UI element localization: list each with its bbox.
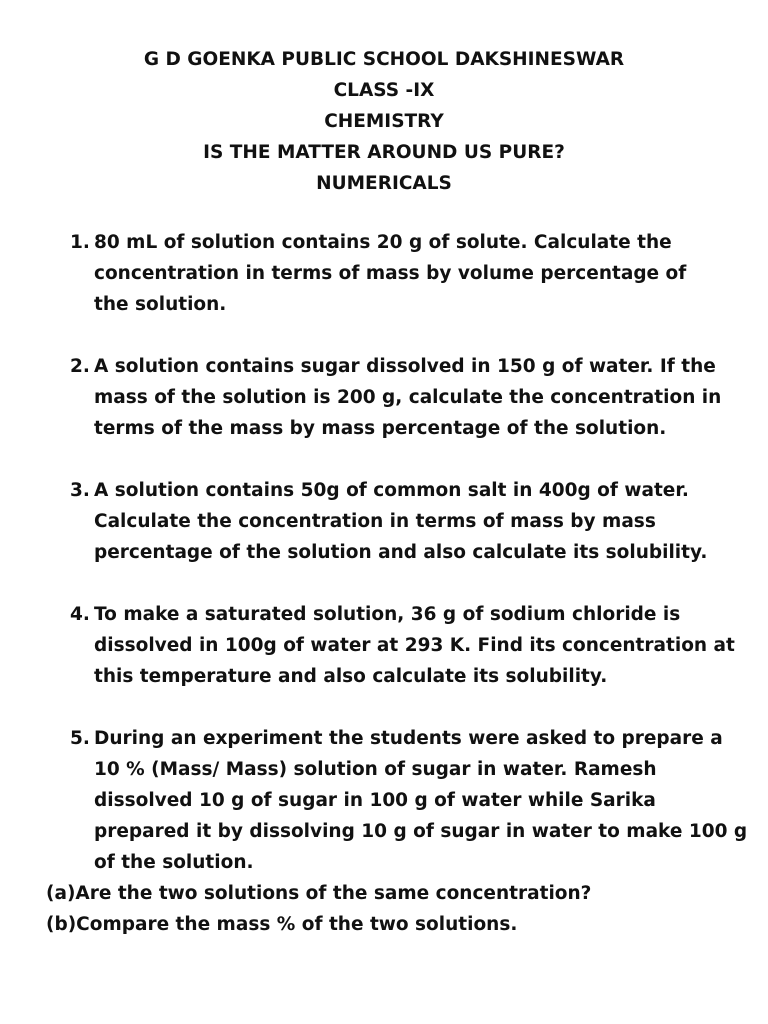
section-title: NUMERICALS xyxy=(316,173,452,194)
question-text-line: A solution contains sugar dissolved in 150 g of water. If the xyxy=(94,356,716,377)
question-text-line: terms of the mass by mass percentage of the solution. xyxy=(94,418,667,439)
question-text-line: this temperature and also calculate its solubility. xyxy=(94,666,608,687)
worksheet-header xyxy=(0,44,768,199)
question-text-line: of the solution. xyxy=(94,852,254,873)
question-number: 2. xyxy=(70,356,90,377)
spacer xyxy=(0,320,768,351)
question-text-line: A solution contains 50g of common salt in 400g of water. xyxy=(94,480,689,501)
spacer xyxy=(0,444,768,475)
question-text-line: Calculate the concentration in terms of mass by mass xyxy=(94,511,656,532)
question-text-line: concentration in terms of mass by volume percentage of xyxy=(94,263,687,284)
question-text-line: the solution. xyxy=(94,294,227,315)
spacer xyxy=(0,692,768,723)
question-number: 3. xyxy=(70,480,90,501)
question-text-line: 80 mL of solution contains 20 g of solute. Calculate the xyxy=(94,232,672,253)
question-text-line: percentage of the solution and also calculate its solubility. xyxy=(94,542,708,563)
question-text-line: dissolved 10 g of sugar in 100 g of water while Sarika xyxy=(94,790,656,811)
question-text-line: prepared it by dissolving 10 g of sugar in water to make 100 g xyxy=(94,821,748,842)
question-3 xyxy=(0,475,768,568)
question-text-line: 10 % (Mass/ Mass) solution of sugar in water. Ramesh xyxy=(94,759,657,780)
question-5 xyxy=(0,723,768,878)
chapter-title: IS THE MATTER AROUND US PURE? xyxy=(203,142,565,163)
question-2 xyxy=(0,351,768,444)
subject-label: CHEMISTRY xyxy=(324,111,444,132)
question-text-line: During an experiment the students were asked to prepare a xyxy=(94,728,723,749)
question-1 xyxy=(0,227,768,320)
question-number: 5. xyxy=(70,728,90,749)
question-number: 1. xyxy=(70,232,90,253)
class-label: CLASS -IX xyxy=(333,80,435,101)
subpart-b: (b)Compare the mass % of the two solutions. xyxy=(46,914,518,935)
school-name: G D GOENKA PUBLIC SCHOOL DAKSHINESWAR xyxy=(143,49,625,70)
question-text-line: mass of the solution is 200 g, calculate the concentration in xyxy=(94,387,722,408)
question-4 xyxy=(0,599,768,692)
question-number: 4. xyxy=(70,604,90,625)
question-text-line: dissolved in 100g of water at 293 K. Find its concentration at xyxy=(94,635,735,656)
question-list xyxy=(0,227,768,940)
subpart-a: (a)Are the two solutions of the same concentration? xyxy=(46,883,592,904)
spacer xyxy=(0,568,768,599)
question-text-line: To make a saturated solution, 36 g of sodium chloride is xyxy=(94,604,681,625)
